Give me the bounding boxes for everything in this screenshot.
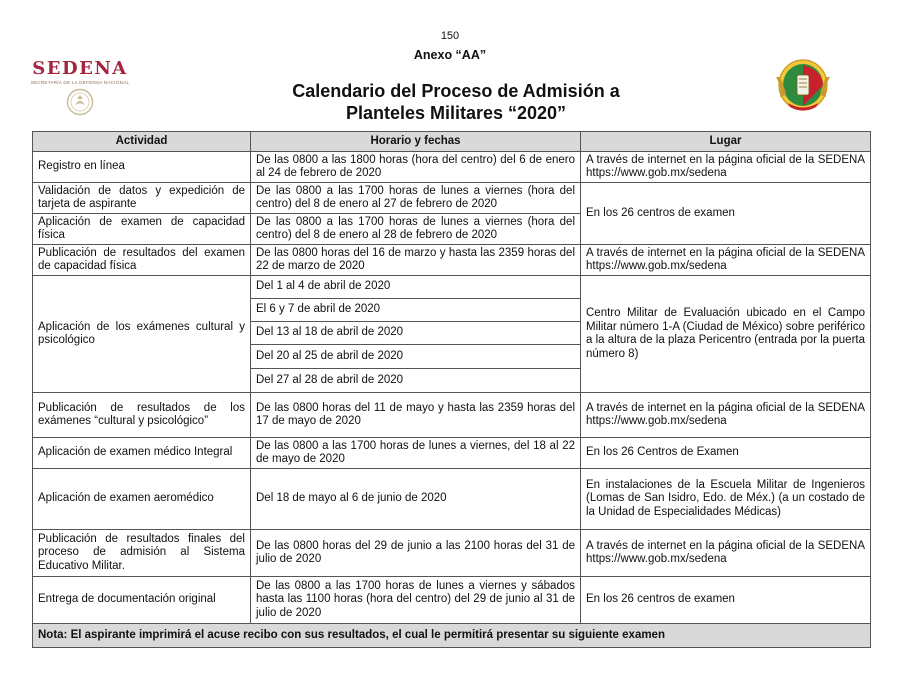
sedena-wordmark: SEDENA <box>32 58 128 79</box>
schedule-cell: De las 0800 horas del 11 de mayo y hasta las 2359 horas del 17 de mayo de 2020 <box>251 393 581 438</box>
table-row <box>33 245 871 276</box>
location-cell: A través de internet en la página oficial de la SEDENA https://www.gob.mx/sedena <box>581 530 871 577</box>
schedule-cell: De las 0800 a las 1700 horas de lunes a viernes y sábados hasta las 1100 horas (hora del centro) del 29 de junio al 31 de julio de 2020 <box>251 577 581 624</box>
activity-cell: Aplicación de examen médico Integral <box>33 438 251 469</box>
activity-cell: Aplicación de examen aeromédico <box>33 469 251 530</box>
table-row <box>33 393 871 438</box>
schedule-cell: De las 0800 a las 1700 horas de lunes a viernes (hora del centro) del 8 de enero al 28 de febrero de 2020 <box>251 214 581 245</box>
page-title <box>0 80 900 124</box>
title-line-1: Calendario del Proceso de Admisión a <box>292 81 620 101</box>
activity-cell: Entrega de documentación original <box>33 577 251 624</box>
schedule-cell: El 6 y 7 de abril de 2020 <box>251 299 581 322</box>
table-row <box>33 183 871 214</box>
schedule-cell: Del 13 al 18 de abril de 2020 <box>251 322 581 345</box>
table-row <box>33 276 871 299</box>
schedule-cell: De las 0800 horas del 16 de marzo y hasta las 2359 horas del 22 de marzo de 2020 <box>251 245 581 276</box>
table-row <box>33 438 871 469</box>
location-cell: A través de internet en la página oficial de la SEDENA https://www.gob.mx/sedena <box>581 245 871 276</box>
schedule-cell: De las 0800 a las 1800 horas (hora del centro) del 6 de enero al 24 de febrero de 2020 <box>251 152 581 183</box>
sedena-subtitle: SECRETARÍA DE LA DEFENSA NACIONAL <box>30 80 130 85</box>
table-note: Nota: El aspirante imprimirá el acuse recibo con sus resultados, el cual le permitirá presentar su siguiente examen <box>33 624 871 648</box>
location-cell: En los 26 centros de examen <box>581 577 871 624</box>
activity-cell: Publicación de resultados del examen de capacidad física <box>33 245 251 276</box>
activity-cell: Registro en línea <box>33 152 251 183</box>
military-school-crest-icon <box>770 57 836 113</box>
title-line-2: Planteles Militares “2020” <box>345 103 567 123</box>
location-cell: A través de internet en la página oficial de la SEDENA https://www.gob.mx/sedena <box>581 393 871 438</box>
schedule-cell: Del 27 al 28 de abril de 2020 <box>251 369 581 393</box>
location-cell: En los 26 Centros de Examen <box>581 438 871 469</box>
location-cell: En los 26 centros de examen <box>581 183 871 245</box>
activity-cell: Publicación de resultados finales del proceso de admisión al Sistema Educativo Militar. <box>33 530 251 577</box>
column-header-lugar: Lugar <box>581 132 871 152</box>
location-cell: Centro Militar de Evaluación ubicado en el Campo Militar número 1-A (Ciudad de México) sobre periférico a la altura de la plaza Pericentro (entrada por la puerta número 8) <box>581 276 871 393</box>
schedule-cell: De las 0800 a las 1700 horas de lunes a viernes (hora del centro) del 8 de enero al 27 de febrero de 2020 <box>251 183 581 214</box>
schedule-cell: Del 18 de mayo al 6 de junio de 2020 <box>251 469 581 530</box>
schedule-cell: De las 0800 horas del 29 de junio a las 2100 horas del 31 de julio de 2020 <box>251 530 581 577</box>
table-row <box>33 577 871 624</box>
activity-cell: Validación de datos y expedición de tarjeta de aspirante <box>33 183 251 214</box>
page-number: 150 <box>440 30 460 42</box>
annex-label: Anexo “AA” <box>413 48 487 62</box>
column-header-actividad: Actividad <box>33 132 251 152</box>
column-header-horario: Horario y fechas <box>251 132 581 152</box>
table-row <box>33 530 871 577</box>
activity-cell: Publicación de resultados de los exámenes “cultural y psicológico” <box>33 393 251 438</box>
table-header-row <box>33 132 871 152</box>
location-cell: En instalaciones de la Escuela Militar de Ingenieros (Lomas de San Isidro, Edo. de Méx.) (a un costado de la Unidad de Especialidades Médicas) <box>581 469 871 530</box>
activity-cell: Aplicación de examen de capacidad física <box>33 214 251 245</box>
schedule-cell: Del 20 al 25 de abril de 2020 <box>251 345 581 369</box>
table-note-row <box>33 624 871 648</box>
schedule-cell: De las 0800 a las 1700 horas de lunes a viernes, del 18 al 22 de mayo de 2020 <box>251 438 581 469</box>
activity-cell: Aplicación de los exámenes cultural y psicológico <box>33 276 251 393</box>
admission-calendar-table <box>32 131 871 648</box>
location-cell: A través de internet en la página oficial de la SEDENA https://www.gob.mx/sedena <box>581 152 871 183</box>
table-row <box>33 469 871 530</box>
schedule-cell: Del 1 al 4 de abril de 2020 <box>251 276 581 299</box>
table-row <box>33 152 871 183</box>
